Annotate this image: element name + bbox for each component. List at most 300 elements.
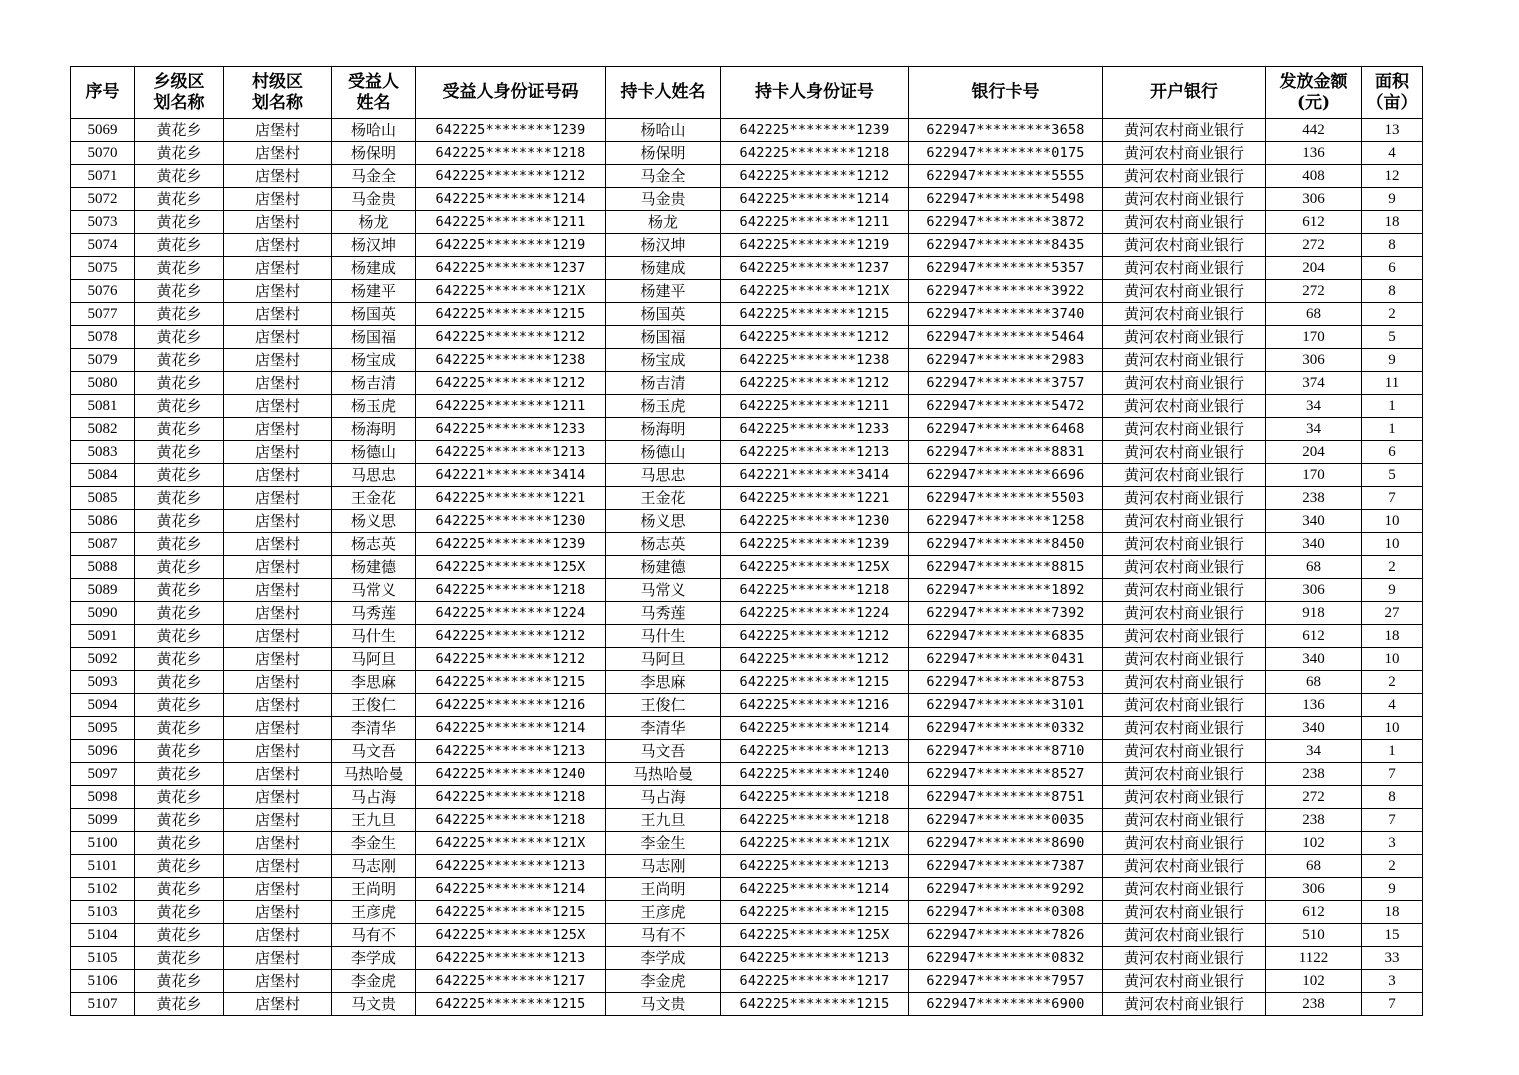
cell-bank: 黄河农村商业银行 (1103, 257, 1266, 280)
cell-bank: 黄河农村商业银行 (1103, 648, 1266, 671)
cell-area: 3 (1362, 970, 1423, 993)
cell-cardholder-name: 杨哈山 (606, 119, 721, 142)
cell-serial-no: 5073 (71, 211, 135, 234)
cell-township: 黄花乡 (135, 579, 224, 602)
cell-village: 店堡村 (224, 349, 332, 372)
cell-amount: 34 (1266, 418, 1362, 441)
cell-beneficiary-name: 王金花 (332, 487, 416, 510)
cell-bank-card-no: 622947*********6468 (909, 418, 1103, 441)
table-row (71, 464, 1423, 487)
cell-cardholder-id: 642225********1213 (721, 855, 909, 878)
cell-area: 10 (1362, 510, 1423, 533)
cell-township: 黄花乡 (135, 763, 224, 786)
cell-village: 店堡村 (224, 671, 332, 694)
table-row (71, 119, 1423, 142)
cell-amount: 272 (1266, 234, 1362, 257)
cell-amount: 136 (1266, 142, 1362, 165)
cell-beneficiary-id: 642225********1211 (416, 395, 606, 418)
cell-cardholder-name: 杨建德 (606, 556, 721, 579)
cell-bank-card-no: 622947*********2983 (909, 349, 1103, 372)
cell-cardholder-id: 642225********125X (721, 556, 909, 579)
table-row (71, 694, 1423, 717)
cell-bank: 黄河农村商业银行 (1103, 533, 1266, 556)
cell-serial-no: 5076 (71, 280, 135, 303)
cell-cardholder-id: 642221********3414 (721, 464, 909, 487)
cell-cardholder-id: 642225********1212 (721, 326, 909, 349)
cell-cardholder-name: 杨建平 (606, 280, 721, 303)
cell-cardholder-id: 642225********1240 (721, 763, 909, 786)
cell-bank: 黄河农村商业银行 (1103, 740, 1266, 763)
cell-area: 4 (1362, 694, 1423, 717)
cell-area: 1 (1362, 740, 1423, 763)
cell-amount: 272 (1266, 280, 1362, 303)
cell-bank-card-no: 622947*********8831 (909, 441, 1103, 464)
cell-amount: 306 (1266, 878, 1362, 901)
cell-cardholder-id: 642225********1214 (721, 188, 909, 211)
cell-serial-no: 5080 (71, 372, 135, 395)
cell-township: 黄花乡 (135, 671, 224, 694)
cell-cardholder-name: 杨汉坤 (606, 234, 721, 257)
cell-bank-card-no: 622947*********8527 (909, 763, 1103, 786)
cell-beneficiary-id: 642225********1214 (416, 878, 606, 901)
cell-cardholder-name: 马金全 (606, 165, 721, 188)
cell-beneficiary-id: 642225********121X (416, 280, 606, 303)
cell-bank: 黄河农村商业银行 (1103, 671, 1266, 694)
cell-cardholder-id: 642225********1233 (721, 418, 909, 441)
cell-beneficiary-name: 杨宝成 (332, 349, 416, 372)
cell-cardholder-id: 642225********121X (721, 832, 909, 855)
cell-bank: 黄河农村商业银行 (1103, 878, 1266, 901)
cell-beneficiary-id: 642225********1216 (416, 694, 606, 717)
cell-bank: 黄河农村商业银行 (1103, 625, 1266, 648)
cell-serial-no: 5093 (71, 671, 135, 694)
cell-beneficiary-id: 642225********1215 (416, 901, 606, 924)
cell-serial-no: 5069 (71, 119, 135, 142)
table-row (71, 533, 1423, 556)
cell-area: 10 (1362, 717, 1423, 740)
cell-village: 店堡村 (224, 878, 332, 901)
cell-amount: 204 (1266, 257, 1362, 280)
table-row (71, 510, 1423, 533)
cell-serial-no: 5102 (71, 878, 135, 901)
cell-beneficiary-id: 642225********1213 (416, 441, 606, 464)
cell-amount: 68 (1266, 556, 1362, 579)
cell-amount: 340 (1266, 533, 1362, 556)
cell-amount: 612 (1266, 211, 1362, 234)
cell-serial-no: 5082 (71, 418, 135, 441)
cell-area: 12 (1362, 165, 1423, 188)
cell-beneficiary-name: 李金虎 (332, 970, 416, 993)
cell-bank-card-no: 622947*********0175 (909, 142, 1103, 165)
cell-area: 1 (1362, 395, 1423, 418)
table-row (71, 671, 1423, 694)
cell-bank: 黄河农村商业银行 (1103, 510, 1266, 533)
cell-beneficiary-name: 马常义 (332, 579, 416, 602)
cell-township: 黄花乡 (135, 280, 224, 303)
cell-bank-card-no: 622947*********0832 (909, 947, 1103, 970)
cell-bank-card-no: 622947*********3658 (909, 119, 1103, 142)
cell-area: 2 (1362, 855, 1423, 878)
cell-bank-card-no: 622947*********5472 (909, 395, 1103, 418)
cell-cardholder-name: 马文贵 (606, 993, 721, 1016)
cell-village: 店堡村 (224, 832, 332, 855)
table-row (71, 740, 1423, 763)
table-row (71, 763, 1423, 786)
cell-serial-no: 5098 (71, 786, 135, 809)
header-township: 乡级区 划名称 (135, 67, 224, 119)
cell-bank: 黄河农村商业银行 (1103, 418, 1266, 441)
cell-township: 黄花乡 (135, 717, 224, 740)
cell-township: 黄花乡 (135, 786, 224, 809)
cell-bank-card-no: 622947*********0431 (909, 648, 1103, 671)
cell-beneficiary-name: 杨国福 (332, 326, 416, 349)
cell-bank-card-no: 622947*********0332 (909, 717, 1103, 740)
cell-beneficiary-id: 642225********1219 (416, 234, 606, 257)
cell-township: 黄花乡 (135, 901, 224, 924)
cell-beneficiary-name: 杨吉清 (332, 372, 416, 395)
cell-bank: 黄河农村商业银行 (1103, 188, 1266, 211)
cell-cardholder-name: 马什生 (606, 625, 721, 648)
cell-beneficiary-name: 杨海明 (332, 418, 416, 441)
cell-bank: 黄河农村商业银行 (1103, 602, 1266, 625)
cell-bank-card-no: 622947*********5498 (909, 188, 1103, 211)
table-row (71, 303, 1423, 326)
cell-cardholder-name: 杨吉清 (606, 372, 721, 395)
cell-cardholder-id: 642225********1212 (721, 165, 909, 188)
cell-bank-card-no: 622947*********5555 (909, 165, 1103, 188)
cell-serial-no: 5091 (71, 625, 135, 648)
cell-village: 店堡村 (224, 257, 332, 280)
cell-village: 店堡村 (224, 993, 332, 1016)
cell-cardholder-id: 642225********1212 (721, 625, 909, 648)
cell-bank: 黄河农村商业银行 (1103, 970, 1266, 993)
cell-village: 店堡村 (224, 717, 332, 740)
header-beneficiary-id: 受益人身份证号码 (416, 67, 606, 119)
cell-bank-card-no: 622947*********7387 (909, 855, 1103, 878)
cell-cardholder-id: 642225********1218 (721, 786, 909, 809)
cell-bank: 黄河农村商业银行 (1103, 119, 1266, 142)
cell-bank: 黄河农村商业银行 (1103, 786, 1266, 809)
cell-cardholder-id: 642225********125X (721, 924, 909, 947)
cell-beneficiary-id: 642225********1212 (416, 326, 606, 349)
cell-cardholder-name: 李金生 (606, 832, 721, 855)
cell-serial-no: 5106 (71, 970, 135, 993)
cell-beneficiary-id: 642225********1238 (416, 349, 606, 372)
cell-bank-card-no: 622947*********0308 (909, 901, 1103, 924)
cell-amount: 306 (1266, 579, 1362, 602)
cell-area: 8 (1362, 280, 1423, 303)
cell-area: 2 (1362, 303, 1423, 326)
cell-area: 15 (1362, 924, 1423, 947)
cell-amount: 170 (1266, 464, 1362, 487)
cell-area: 5 (1362, 326, 1423, 349)
cell-beneficiary-name: 马文贵 (332, 993, 416, 1016)
cell-cardholder-name: 李学成 (606, 947, 721, 970)
cell-township: 黄花乡 (135, 119, 224, 142)
cell-beneficiary-id: 642225********1215 (416, 671, 606, 694)
cell-village: 店堡村 (224, 234, 332, 257)
cell-amount: 238 (1266, 993, 1362, 1016)
cell-beneficiary-id: 642225********1212 (416, 165, 606, 188)
cell-township: 黄花乡 (135, 556, 224, 579)
cell-amount: 102 (1266, 970, 1362, 993)
cell-township: 黄花乡 (135, 349, 224, 372)
cell-area: 10 (1362, 533, 1423, 556)
cell-serial-no: 5081 (71, 395, 135, 418)
cell-bank-card-no: 622947*********7392 (909, 602, 1103, 625)
cell-cardholder-name: 马金贵 (606, 188, 721, 211)
cell-beneficiary-id: 642225********1215 (416, 993, 606, 1016)
cell-area: 1 (1362, 418, 1423, 441)
cell-beneficiary-name: 杨龙 (332, 211, 416, 234)
cell-bank: 黄河农村商业银行 (1103, 717, 1266, 740)
cell-amount: 510 (1266, 924, 1362, 947)
cell-beneficiary-name: 杨保明 (332, 142, 416, 165)
cell-township: 黄花乡 (135, 924, 224, 947)
cell-serial-no: 5075 (71, 257, 135, 280)
cell-cardholder-name: 王彦虎 (606, 901, 721, 924)
cell-township: 黄花乡 (135, 993, 224, 1016)
cell-bank: 黄河农村商业银行 (1103, 326, 1266, 349)
cell-cardholder-id: 642225********1218 (721, 579, 909, 602)
cell-serial-no: 5107 (71, 993, 135, 1016)
cell-beneficiary-id: 642225********1239 (416, 533, 606, 556)
cell-serial-no: 5095 (71, 717, 135, 740)
cell-village: 店堡村 (224, 740, 332, 763)
cell-bank: 黄河农村商业银行 (1103, 441, 1266, 464)
cell-area: 13 (1362, 119, 1423, 142)
cell-beneficiary-id: 642225********1217 (416, 970, 606, 993)
cell-serial-no: 5103 (71, 901, 135, 924)
cell-serial-no: 5074 (71, 234, 135, 257)
cell-cardholder-id: 642225********1213 (721, 947, 909, 970)
cell-beneficiary-name: 杨汉坤 (332, 234, 416, 257)
table-row (71, 786, 1423, 809)
header-area: 面积 （亩） (1362, 67, 1423, 119)
cell-beneficiary-id: 642225********1237 (416, 257, 606, 280)
cell-area: 5 (1362, 464, 1423, 487)
cell-area: 4 (1362, 142, 1423, 165)
cell-township: 黄花乡 (135, 441, 224, 464)
cell-cardholder-name: 杨宝成 (606, 349, 721, 372)
cell-beneficiary-name: 杨哈山 (332, 119, 416, 142)
cell-beneficiary-name: 马有不 (332, 924, 416, 947)
cell-bank: 黄河农村商业银行 (1103, 372, 1266, 395)
cell-cardholder-name: 杨保明 (606, 142, 721, 165)
cell-area: 3 (1362, 832, 1423, 855)
cell-area: 33 (1362, 947, 1423, 970)
cell-bank-card-no: 622947*********6835 (909, 625, 1103, 648)
cell-beneficiary-id: 642221********3414 (416, 464, 606, 487)
table-row (71, 441, 1423, 464)
cell-serial-no: 5087 (71, 533, 135, 556)
cell-amount: 612 (1266, 901, 1362, 924)
cell-beneficiary-name: 马思忠 (332, 464, 416, 487)
table-row (71, 809, 1423, 832)
cell-beneficiary-name: 马志刚 (332, 855, 416, 878)
cell-township: 黄花乡 (135, 648, 224, 671)
cell-cardholder-id: 642225********1238 (721, 349, 909, 372)
cell-serial-no: 5083 (71, 441, 135, 464)
cell-bank: 黄河农村商业银行 (1103, 763, 1266, 786)
cell-beneficiary-id: 642225********1214 (416, 717, 606, 740)
cell-amount: 374 (1266, 372, 1362, 395)
subsidy-payment-table (70, 66, 1423, 1016)
cell-cardholder-name: 杨建成 (606, 257, 721, 280)
cell-township: 黄花乡 (135, 395, 224, 418)
cell-township: 黄花乡 (135, 809, 224, 832)
cell-beneficiary-id: 642225********1218 (416, 142, 606, 165)
cell-cardholder-id: 642225********1221 (721, 487, 909, 510)
cell-beneficiary-name: 马热哈曼 (332, 763, 416, 786)
cell-amount: 238 (1266, 809, 1362, 832)
table-row (71, 487, 1423, 510)
cell-cardholder-id: 642225********1216 (721, 694, 909, 717)
cell-bank-card-no: 622947*********8690 (909, 832, 1103, 855)
table-row (71, 717, 1423, 740)
cell-village: 店堡村 (224, 441, 332, 464)
cell-cardholder-name: 马思忠 (606, 464, 721, 487)
cell-amount: 238 (1266, 763, 1362, 786)
cell-township: 黄花乡 (135, 740, 224, 763)
cell-cardholder-id: 642225********1224 (721, 602, 909, 625)
cell-beneficiary-name: 李清华 (332, 717, 416, 740)
cell-bank-card-no: 622947*********1892 (909, 579, 1103, 602)
cell-beneficiary-id: 642225********125X (416, 924, 606, 947)
table-row (71, 602, 1423, 625)
cell-amount: 272 (1266, 786, 1362, 809)
cell-cardholder-name: 马占海 (606, 786, 721, 809)
cell-bank: 黄河农村商业银行 (1103, 142, 1266, 165)
cell-beneficiary-name: 马阿旦 (332, 648, 416, 671)
cell-amount: 136 (1266, 694, 1362, 717)
cell-village: 店堡村 (224, 487, 332, 510)
table-row (71, 556, 1423, 579)
cell-bank: 黄河农村商业银行 (1103, 694, 1266, 717)
cell-township: 黄花乡 (135, 165, 224, 188)
cell-beneficiary-id: 642225********1239 (416, 119, 606, 142)
cell-township: 黄花乡 (135, 832, 224, 855)
cell-amount: 340 (1266, 717, 1362, 740)
cell-amount: 34 (1266, 740, 1362, 763)
cell-bank-card-no: 622947*********5503 (909, 487, 1103, 510)
cell-area: 2 (1362, 671, 1423, 694)
cell-cardholder-id: 642225********1219 (721, 234, 909, 257)
cell-cardholder-id: 642225********1215 (721, 303, 909, 326)
cell-beneficiary-id: 642225********1218 (416, 579, 606, 602)
cell-township: 黄花乡 (135, 326, 224, 349)
cell-bank-card-no: 622947*********0035 (909, 809, 1103, 832)
cell-village: 店堡村 (224, 464, 332, 487)
cell-bank: 黄河农村商业银行 (1103, 947, 1266, 970)
table-row (71, 648, 1423, 671)
cell-bank: 黄河农村商业银行 (1103, 809, 1266, 832)
cell-serial-no: 5079 (71, 349, 135, 372)
cell-township: 黄花乡 (135, 303, 224, 326)
cell-bank-card-no: 622947*********1258 (909, 510, 1103, 533)
cell-bank-card-no: 622947*********8435 (909, 234, 1103, 257)
cell-bank: 黄河农村商业银行 (1103, 487, 1266, 510)
cell-serial-no: 5086 (71, 510, 135, 533)
cell-bank: 黄河农村商业银行 (1103, 395, 1266, 418)
cell-amount: 340 (1266, 648, 1362, 671)
cell-area: 7 (1362, 763, 1423, 786)
cell-amount: 306 (1266, 349, 1362, 372)
cell-bank-card-no: 622947*********6900 (909, 993, 1103, 1016)
table-row (71, 395, 1423, 418)
cell-village: 店堡村 (224, 326, 332, 349)
cell-amount: 408 (1266, 165, 1362, 188)
cell-bank-card-no: 622947*********6696 (909, 464, 1103, 487)
cell-beneficiary-id: 642225********1230 (416, 510, 606, 533)
cell-beneficiary-name: 王彦虎 (332, 901, 416, 924)
table-row (71, 211, 1423, 234)
cell-beneficiary-name: 杨建平 (332, 280, 416, 303)
cell-beneficiary-name: 杨建德 (332, 556, 416, 579)
cell-cardholder-id: 642225********121X (721, 280, 909, 303)
cell-bank-card-no: 622947*********8710 (909, 740, 1103, 763)
cell-serial-no: 5104 (71, 924, 135, 947)
cell-village: 店堡村 (224, 648, 332, 671)
cell-village: 店堡村 (224, 901, 332, 924)
cell-area: 11 (1362, 372, 1423, 395)
cell-beneficiary-name: 马什生 (332, 625, 416, 648)
cell-area: 6 (1362, 257, 1423, 280)
cell-cardholder-name: 王俊仁 (606, 694, 721, 717)
cell-amount: 918 (1266, 602, 1362, 625)
cell-area: 9 (1362, 579, 1423, 602)
cell-village: 店堡村 (224, 533, 332, 556)
cell-bank-card-no: 622947*********3740 (909, 303, 1103, 326)
cell-cardholder-id: 642225********1239 (721, 119, 909, 142)
cell-serial-no: 5099 (71, 809, 135, 832)
cell-area: 18 (1362, 211, 1423, 234)
header-bank: 开户银行 (1103, 67, 1266, 119)
cell-cardholder-id: 642225********1212 (721, 648, 909, 671)
cell-cardholder-name: 马阿旦 (606, 648, 721, 671)
cell-village: 店堡村 (224, 694, 332, 717)
cell-amount: 1122 (1266, 947, 1362, 970)
cell-beneficiary-name: 杨建成 (332, 257, 416, 280)
cell-beneficiary-name: 王俊仁 (332, 694, 416, 717)
cell-cardholder-id: 642225********1213 (721, 740, 909, 763)
cell-township: 黄花乡 (135, 372, 224, 395)
cell-cardholder-id: 642225********1212 (721, 372, 909, 395)
cell-serial-no: 5101 (71, 855, 135, 878)
cell-beneficiary-name: 杨义思 (332, 510, 416, 533)
cell-bank: 黄河农村商业银行 (1103, 303, 1266, 326)
cell-serial-no: 5089 (71, 579, 135, 602)
cell-village: 店堡村 (224, 947, 332, 970)
cell-bank-card-no: 622947*********8753 (909, 671, 1103, 694)
table-row (71, 947, 1423, 970)
cell-bank-card-no: 622947*********8751 (909, 786, 1103, 809)
cell-village: 店堡村 (224, 924, 332, 947)
cell-bank: 黄河农村商业银行 (1103, 855, 1266, 878)
cell-cardholder-id: 642225********1214 (721, 717, 909, 740)
cell-amount: 68 (1266, 671, 1362, 694)
cell-amount: 68 (1266, 855, 1362, 878)
table-row (71, 855, 1423, 878)
cell-township: 黄花乡 (135, 855, 224, 878)
cell-bank: 黄河农村商业银行 (1103, 165, 1266, 188)
cell-area: 18 (1362, 625, 1423, 648)
cell-township: 黄花乡 (135, 694, 224, 717)
cell-beneficiary-name: 杨玉虎 (332, 395, 416, 418)
cell-cardholder-name: 杨义思 (606, 510, 721, 533)
cell-bank-card-no: 622947*********7957 (909, 970, 1103, 993)
cell-township: 黄花乡 (135, 625, 224, 648)
